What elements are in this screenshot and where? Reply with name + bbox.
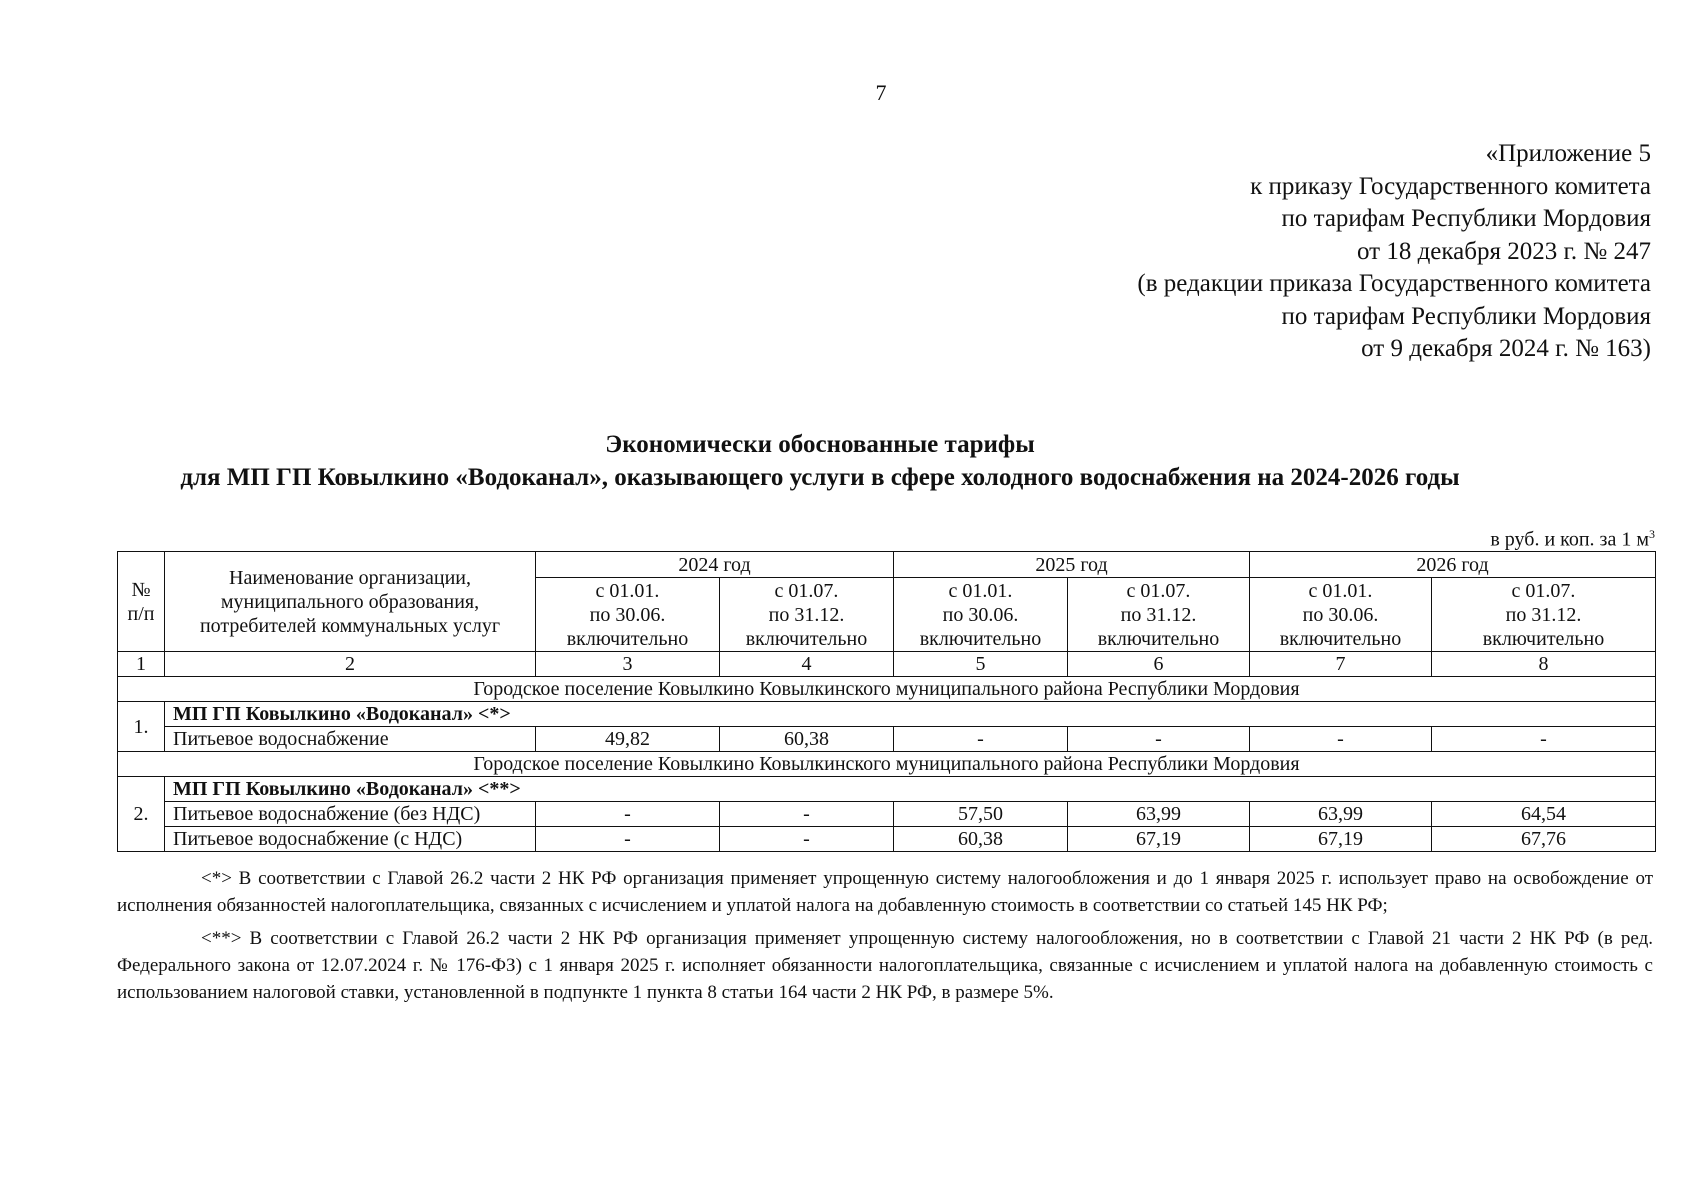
consumer-label: Питьевое водоснабжение (без НДС): [165, 802, 536, 827]
organization-name: МП ГП Ковылкино «Водоканал» <**>: [165, 777, 1656, 802]
tariff-value: -: [536, 827, 720, 852]
appendix-line: от 9 декабря 2024 г. № 163): [1361, 335, 1651, 362]
section-row: [118, 752, 1656, 777]
period-line: включительно: [566, 627, 689, 650]
tariff-value: 60,38: [894, 827, 1068, 852]
period-line: по 30.06.: [942, 603, 1019, 626]
header-period-second-half: [1068, 578, 1250, 652]
tariff-value: -: [894, 727, 1068, 752]
column-number: 6: [1068, 652, 1250, 677]
column-number: 4: [720, 652, 894, 677]
tariff-value: 49,82: [536, 727, 720, 752]
header-number-line: №: [131, 578, 151, 601]
appendix-line: по тарифам Республики Мордовия: [1281, 302, 1651, 330]
organization-row: [118, 702, 1656, 727]
tariff-value: 67,19: [1068, 827, 1250, 852]
tariff-value: -: [536, 802, 720, 827]
tariff-value: -: [720, 802, 894, 827]
tariff-table: [117, 551, 1656, 852]
column-number: 3: [536, 652, 720, 677]
header-period-second-half: [1432, 578, 1656, 652]
header-number-line: п/п: [127, 602, 155, 625]
period-line: включительно: [1482, 627, 1605, 650]
organization-row: [118, 777, 1656, 802]
footnote: <**> В соответствии с Главой 26.2 части 2 НК РФ организация применяет упрощенную систему налогообложения, но в соответствии с Главой 21 части 2 НК РФ (в ред. Федерального закона от 12.07.2024 г. № 176-ФЗ) с 1 января 2025 г. исполняет обязанности налогоплательщика, связанные с исчислением и уплатой налога на добавленную стоимость с использованием налоговой ставки, установленной в подпункте 1 пункта 8 статьи 164 части 2 НК РФ, в размере 5%.: [117, 928, 1653, 1003]
period-line: по 31.12.: [1120, 603, 1197, 626]
tariff-value: 63,99: [1250, 802, 1432, 827]
page-number: 7: [875, 80, 887, 105]
tariff-value: -: [1432, 727, 1656, 752]
header-period-second-half: [720, 578, 894, 652]
tariff-value: 67,76: [1432, 827, 1656, 852]
column-number: 5: [894, 652, 1068, 677]
footnotes: [117, 865, 1653, 1012]
row-number: 2.: [118, 777, 165, 852]
section-row: [118, 677, 1656, 702]
period-line: с 01.01.: [948, 579, 1013, 602]
header-name: [165, 552, 536, 652]
period-line: по 30.06.: [589, 603, 666, 626]
title-line: Экономически обоснованные тарифы: [605, 431, 1035, 458]
period-line: с 01.07.: [1511, 579, 1576, 602]
header-row-years: [118, 552, 1656, 578]
document-title: [0, 428, 1640, 494]
column-number: 1: [118, 652, 165, 677]
period-line: включительно: [745, 627, 868, 650]
table-row: [118, 802, 1656, 827]
column-number-row: [118, 652, 1656, 677]
header-year-2026: 2026 год: [1250, 552, 1656, 578]
tariff-value: 57,50: [894, 802, 1068, 827]
units-text: в руб. и коп. за 1 м: [1490, 528, 1649, 551]
consumer-label: Питьевое водоснабжение (с НДС): [165, 827, 536, 852]
appendix-line: от 18 декабря 2023 г. № 247: [1356, 237, 1651, 265]
period-line: с 01.01.: [595, 579, 660, 602]
units-note: [1490, 527, 1655, 552]
period-line: включительно: [1279, 627, 1402, 650]
column-number: 7: [1250, 652, 1432, 677]
row-number: 1.: [118, 702, 165, 752]
header-name-line: Наименование организации,: [229, 566, 471, 589]
period-line: с 01.07.: [1126, 579, 1191, 602]
units-superscript: 3: [1649, 527, 1655, 541]
tariff-value: 64,54: [1432, 802, 1656, 827]
period-line: по 30.06.: [1302, 603, 1379, 626]
section-title: Городское поселение Ковылкино Ковылкинского муниципального района Республики Мордовия: [118, 752, 1656, 777]
tariff-value: 67,19: [1250, 827, 1432, 852]
appendix-reference: [1137, 138, 1651, 366]
appendix-line: «Приложение 5: [1485, 140, 1651, 167]
appendix-line: (в редакции приказа Государственного комитета: [1137, 270, 1651, 297]
header-year-2025: 2025 год: [894, 552, 1250, 578]
tariff-value: 60,38: [720, 727, 894, 752]
column-number: 2: [165, 652, 536, 677]
title-line: для МП ГП Ковылкино «Водоканал», оказывающего услуги в сфере холодного водоснабжения на 2024-2026 годы: [180, 464, 1460, 491]
period-line: включительно: [1097, 627, 1220, 650]
appendix-line: по тарифам Республики Мордовия: [1281, 205, 1651, 232]
table-row: [118, 827, 1656, 852]
header-name-line: муниципального образования,: [220, 590, 480, 613]
period-line: по 31.12.: [1505, 603, 1582, 626]
table-row: [118, 727, 1656, 752]
appendix-line: к приказу Государственного комитета: [1250, 172, 1651, 200]
header-name-line: потребителей коммунальных услуг: [199, 614, 501, 637]
tariff-value: -: [1068, 727, 1250, 752]
header-period-first-half: [536, 578, 720, 652]
header-period-first-half: [894, 578, 1068, 652]
tariff-value: -: [1250, 727, 1432, 752]
section-title: Городское поселение Ковылкино Ковылкинского муниципального района Республики Мордовия: [118, 677, 1656, 702]
column-number: 8: [1432, 652, 1656, 677]
period-line: включительно: [919, 627, 1042, 650]
footnote: <*> В соответствии с Главой 26.2 части 2 НК РФ организация применяет упрощенную систему налогообложения и до 1 января 2025 г. использует право на освобождение от исполнения обязанностей налогоплательщика, связанных с исчислением и уплатой налога на добавленную стоимость в соответствии со статьей 145 НК РФ;: [117, 868, 1653, 916]
period-line: с 01.01.: [1308, 579, 1373, 602]
header-number: [118, 552, 165, 652]
organization-name: МП ГП Ковылкино «Водоканал» <*>: [165, 702, 1656, 727]
tariff-value: 63,99: [1068, 802, 1250, 827]
consumer-label: Питьевое водоснабжение: [165, 727, 536, 752]
period-line: по 31.12.: [768, 603, 845, 626]
tariff-value: -: [720, 827, 894, 852]
period-line: с 01.07.: [774, 579, 839, 602]
header-period-first-half: [1250, 578, 1432, 652]
header-year-2024: 2024 год: [536, 552, 894, 578]
